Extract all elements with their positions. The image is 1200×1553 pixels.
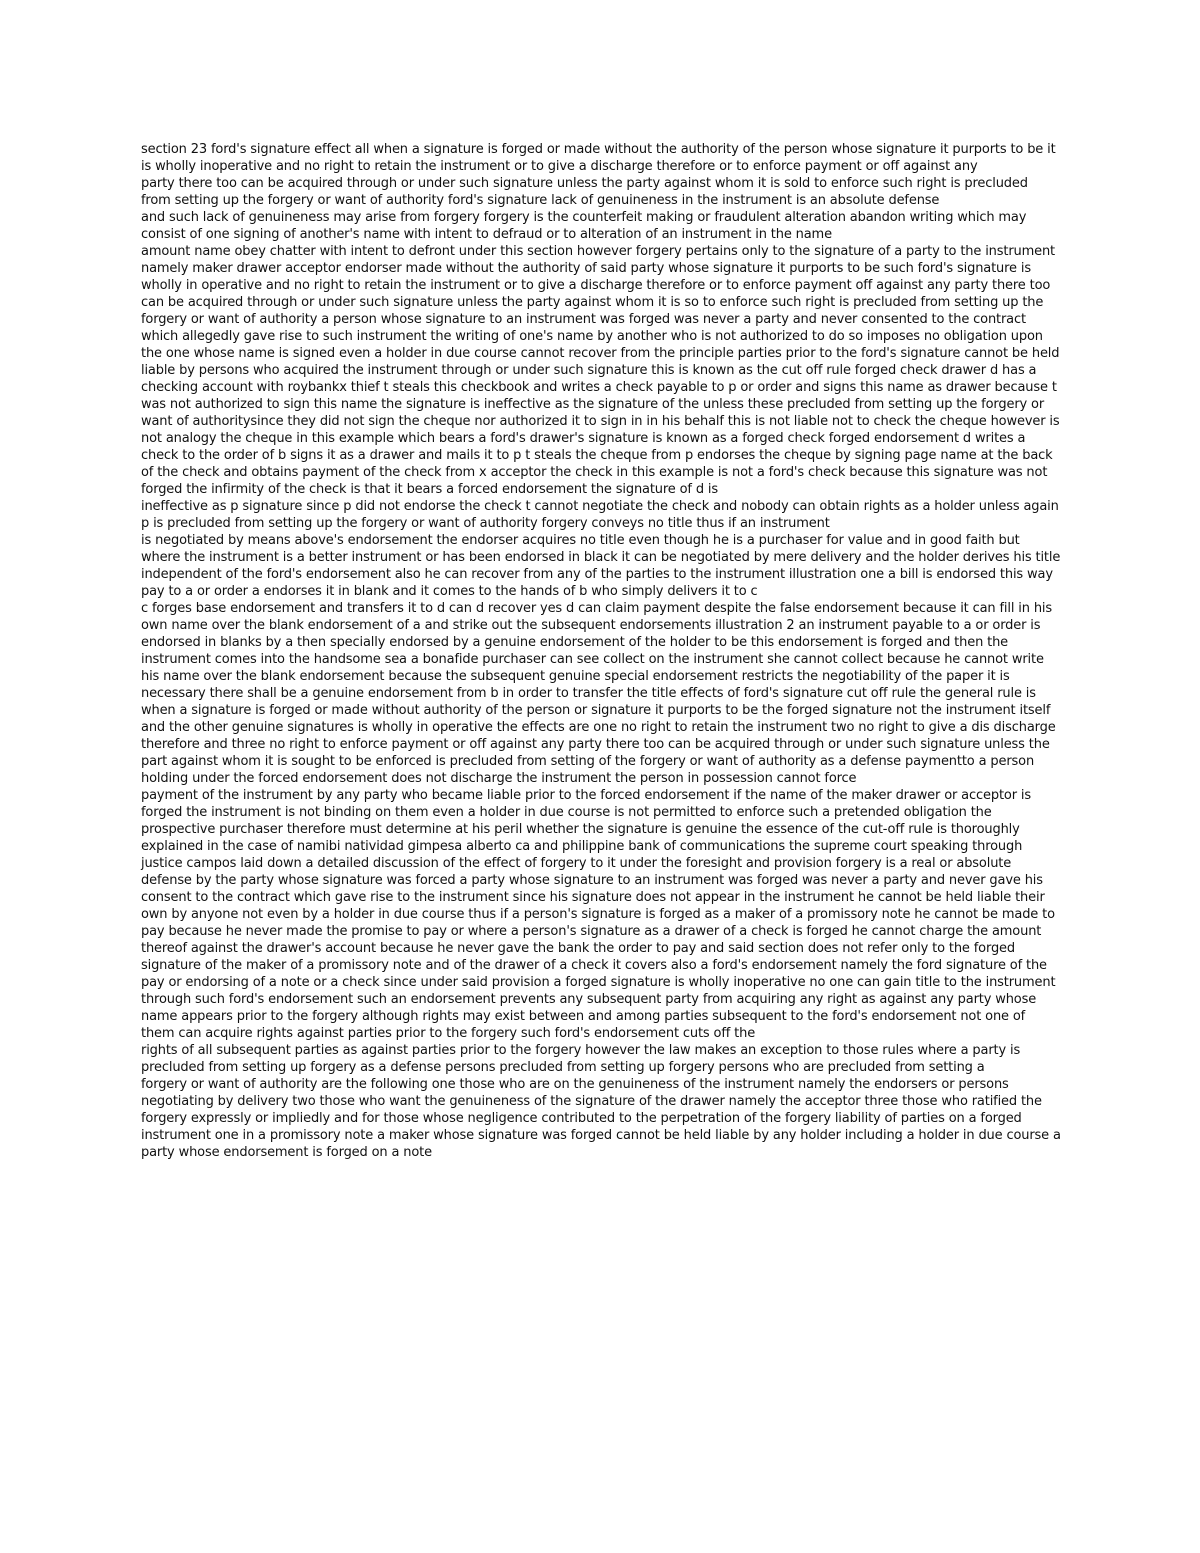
paragraph-7: c forges base endorsement and transfers it to d can d recover yes d can claim payment despite the false endorsement because it can fill in his own name over the blank endorsement of a and strike out the subsequent endorsements illustration 2 an instrument payable to a or order is endorsed in blanks by a then specially endorsed by a genuine endorsement of the holder to be this endorsement is forged and then the instrument comes into the handsome sea a bonafide purchaser can see collect on the instrument she cannot collect because he cannot write his name over the blank endorsement because the subsequent genuine special endorsement restricts the negotiability of the paper it is necessary there shall be a genuine endorsement from b in order to transfer the title effects of ford's signature cut off rule the general rule is when a signature is forged or made without authority of the person or signature it purports to be the forged signature not the instrument itself and the other genuine signatures is wholly in operative the effects are one no right to retain the instrument two no right to give a dis discharge therefore and three no right to enforce payment or off against any party there too can be acquired through or under such signature unless the part against whom it is sought to be enforced is precluded from setting of the forgery or want of authority as a defense paymentto a person holding under the forced endorsement does not discharge the instrument the person in possession cannot force <box>141 601 1056 786</box>
paragraph-6: is negotiated by means above's endorsement the endorser acquires no title even though he is a purchaser for value and in good faith but where the instrument is a better instrument or has been endorsed in black it can be negotiated by mere delivery and the holder derives his title independent of the ford's endorsement also he can recover from any of the parties to the instrument illustration one a bill is endorsed this way pay to a or order a endorses it in blank and it comes to the hands of b who simply delivers it to c <box>141 533 1061 599</box>
paragraph-4: amount name obey chatter with intent to defront under this section however forgery pertains only to the signature of a party to the instrument namely maker drawer acceptor endorser made without the authority of said party whose signature it purports to be such ford's signature is wholly in operative and no right to retain the instrument or to give a discharge therefore or to enforce payment off against any party there too can be acquired through or under such signature unless the party against whom it is so to enforce such right is precluded from setting up the forgery or want of authority a person whose signature to an instrument was forged was never a party and never consented to the contract which allegedly gave rise to such instrument the writing of one's name by another who is not authorized to do so imposes no obligation upon the one whose name is signed even a holder in due course cannot recover from the principle parties prior to the ford's signature cannot be held liable by persons who acquired the instrument through or under such signature this is known as the cut off rule forged check drawer d has a checking account with roybankx thief t steals this checkbook and writes a check payable to p or order and signs this name as drawer because t was not authorized to sign this name the signature is ineffective as the signature of the unless these precluded from setting up the forgery or want of authoritysince they did not sign the cheque nor authorized it to sign in in his behalf this is not liable not to check the cheque however is not analogy the cheque in this example which bears a ford's drawer's signature is known as a forged check forged endorsement d writes a check to the order of b signs it as a drawer and mails it to p t steals the cheque from p endorses the cheque by signing page name at the back of the check and obtains payment of the check from x acceptor the check in this example is not a ford's check because this signature was not forged the infirmity of the check is that it bears a forced endorsement the signature of d is <box>141 244 1060 497</box>
paragraph-8: payment of the instrument by any party who became liable prior to the forced endorsement if the name of the maker drawer or acceptor is forged the instrument is not binding on them even a holder in due course is not permitted to enforce such a pretended obligation the prospective purchaser therefore must determine at his peril whether the signature is genuine the essence of the cut-off rule is thoroughly explained in the case of namibi natividad gimpesa alberto ca and philippine bank of communications the supreme court speaking through justice campos laid down a detailed discussion of the effect of forgery to it under the foresight and provision forgery is a real or absolute defense by the party whose signature was forced a party whose signature to an instrument was forged was never a party and never gave his consent to the contract which gave rise to the instrument since his signature does not appear in the instrument he cannot be held liable their own by anyone not even by a holder in due course thus if a person's signature is forged as a maker of a promissory note he cannot be made to pay because he never made the promise to pay or where a person's signature as a drawer of a check is forged he cannot charge the amount thereof against the drawer's account because he never gave the bank the order to pay and said section does not refer only to the forged signature of the maker of a promissory note and of the drawer of a check it covers also a ford's endorsement namely the ford signature of the pay or endorsing of a note or a check since under said provision a forged signature is wholly inoperative no one can gain title to the instrument through such ford's endorsement such an endorsement prevents any subsequent party from acquiring any right as against any party whose name appears prior to the forgery although rights may exist between and among parties subsequent to the ford's endorsement not one of them can acquire rights against parties prior to the forgery such ford's endorsement cuts off the <box>141 788 1056 1041</box>
paragraph-2: party there too can be acquired through or under such signature unless the party against whom it is sold to enforce such right is precluded from setting up the forgery or want of authority ford's signature lack of genuineness in the instrument is an absolute defense <box>141 176 1028 208</box>
paragraph-9: rights of all subsequent parties as against parties prior to the forgery however the law makes an exception to those rules where a party is precluded from setting up forgery as a defense persons precluded from setting up forgery persons who are precluded from setting a <box>141 1043 1021 1075</box>
paragraph-3: and such lack of genuineness may arise from forgery forgery is the counterfeit making or fraudulent alteration abandon writing which may consist of one signing of another's name with intent to defraud or to alteration of an instrument in the name <box>141 210 1027 242</box>
paragraph-5: ineffective as p signature since p did not endorse the check t cannot negotiate the check and nobody can obtain rights as a holder unless again p is precluded from setting up the forgery or want of authority forgery conveys no title thus if an instrument <box>141 499 1059 531</box>
paragraph-10: forgery or want of authority are the following one those who are on the genuineness of the instrument namely the endorsers or persons negotiating by delivery two those who want the genuineness of the signature of the drawer namely the acceptor three those who ratified the forgery expressly or impliedly and for those whose negligence contributed to the perpetration of the forgery liability of parties on a forged instrument one in a promissory note a maker whose signature was forged cannot be held liable by any holder including a holder in due course a party whose endorsement is forged on a note <box>141 1077 1061 1160</box>
document-body <box>141 141 1061 1161</box>
paragraph-1: section 23 ford's signature effect all when a signature is forged or made without the authority of the person whose signature it purports to be it is wholly inoperative and no right to retain the instrument or to give a discharge therefore or to enforce payment or off against any <box>141 142 1056 174</box>
